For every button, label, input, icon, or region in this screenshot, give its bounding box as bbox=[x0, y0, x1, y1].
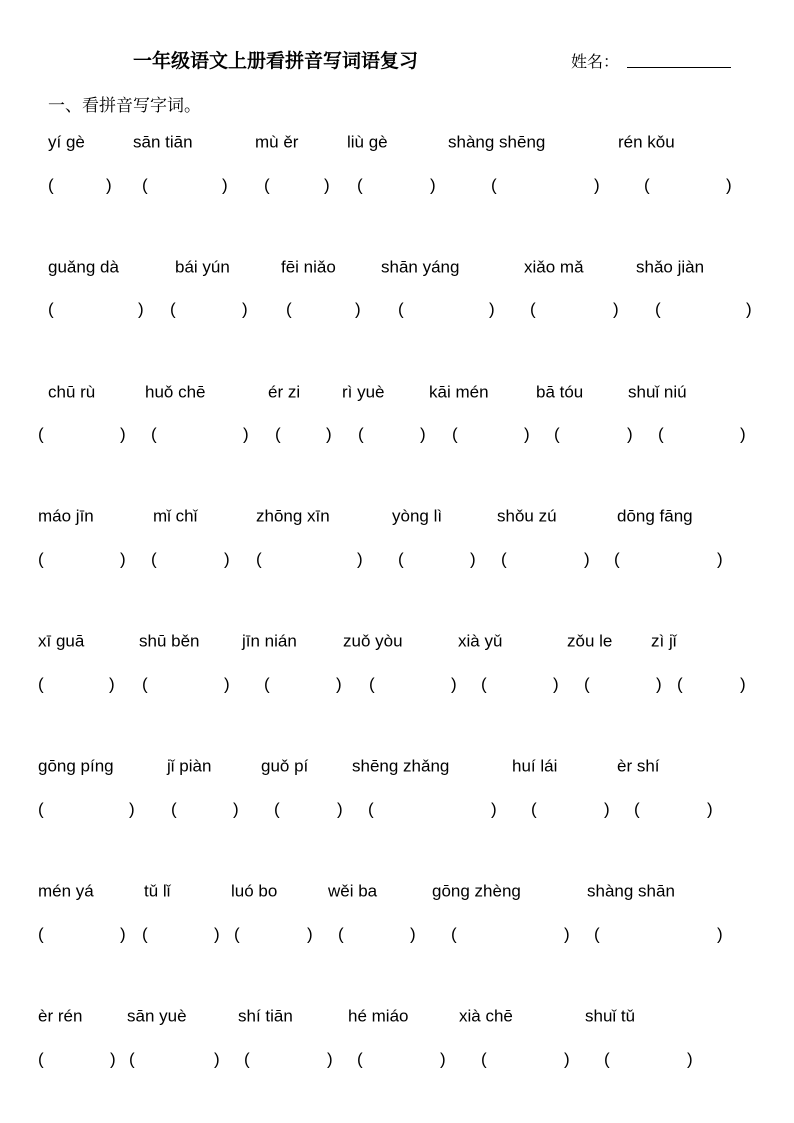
pinyin-word: mén yá bbox=[38, 881, 94, 901]
answer-bracket-close: ) bbox=[707, 799, 713, 819]
answer-bracket-open: ( bbox=[170, 299, 176, 319]
pinyin-word: kāi mén bbox=[429, 382, 489, 402]
pinyin-word: sān tiān bbox=[133, 132, 193, 152]
answer-bracket-close: ) bbox=[214, 924, 220, 944]
pinyin-word: shí tiān bbox=[238, 1006, 293, 1026]
answer-bracket-open: ( bbox=[357, 175, 363, 195]
pinyin-word: zhōng xīn bbox=[256, 506, 330, 526]
pinyin-word: shēng zhǎng bbox=[352, 756, 450, 776]
answer-bracket-open: ( bbox=[142, 924, 148, 944]
answer-bracket-close: ) bbox=[489, 299, 495, 319]
answer-bracket-close: ) bbox=[109, 674, 115, 694]
answer-bracket-open: ( bbox=[594, 924, 600, 944]
answer-bracket-close: ) bbox=[564, 1049, 570, 1069]
answer-bracket-close: ) bbox=[233, 799, 239, 819]
answer-bracket-close: ) bbox=[451, 674, 457, 694]
pinyin-word: zì jǐ bbox=[651, 631, 677, 651]
answer-bracket-open: ( bbox=[358, 424, 364, 444]
answer-bracket-close: ) bbox=[740, 424, 746, 444]
pinyin-word: guǒ pí bbox=[261, 756, 309, 776]
answer-bracket-close: ) bbox=[355, 299, 361, 319]
answer-bracket-open: ( bbox=[142, 674, 148, 694]
pinyin-word: gōng píng bbox=[38, 756, 114, 776]
answer-bracket-close: ) bbox=[324, 175, 330, 195]
answer-bracket-close: ) bbox=[337, 799, 343, 819]
answer-bracket-close: ) bbox=[326, 424, 332, 444]
answer-bracket-close: ) bbox=[440, 1049, 446, 1069]
answer-bracket-close: ) bbox=[524, 424, 530, 444]
answer-bracket-open: ( bbox=[38, 799, 44, 819]
answer-bracket-close: ) bbox=[604, 799, 610, 819]
answer-bracket-open: ( bbox=[338, 924, 344, 944]
pinyin-word: rì yuè bbox=[342, 382, 385, 402]
answer-bracket-close: ) bbox=[357, 549, 363, 569]
section-heading: 一、看拼音写字词。 bbox=[48, 96, 201, 116]
answer-bracket-close: ) bbox=[726, 175, 732, 195]
answer-bracket-open: ( bbox=[501, 549, 507, 569]
answer-bracket-open: ( bbox=[264, 674, 270, 694]
answer-bracket-open: ( bbox=[452, 424, 458, 444]
answer-bracket-open: ( bbox=[655, 299, 661, 319]
answer-bracket-close: ) bbox=[627, 424, 633, 444]
answer-bracket-close: ) bbox=[491, 799, 497, 819]
pinyin-word: mù ěr bbox=[255, 132, 299, 152]
pinyin-word: luó bo bbox=[231, 881, 278, 901]
pinyin-word: shū běn bbox=[139, 631, 200, 651]
answer-bracket-open: ( bbox=[481, 674, 487, 694]
pinyin-word: tǔ lǐ bbox=[144, 881, 171, 901]
answer-bracket-close: ) bbox=[243, 424, 249, 444]
answer-bracket-close: ) bbox=[120, 424, 126, 444]
pinyin-word: shǎo jiàn bbox=[636, 257, 705, 277]
answer-bracket-close: ) bbox=[594, 175, 600, 195]
pinyin-word: rén kǒu bbox=[618, 132, 675, 152]
answer-bracket-close: ) bbox=[746, 299, 752, 319]
pinyin-word: wěi ba bbox=[328, 881, 378, 901]
pinyin-word: huí lái bbox=[512, 756, 558, 776]
answer-bracket-open: ( bbox=[530, 299, 536, 319]
answer-bracket-close: ) bbox=[214, 1049, 220, 1069]
answer-bracket-close: ) bbox=[613, 299, 619, 319]
answer-bracket-open: ( bbox=[38, 674, 44, 694]
answer-bracket-open: ( bbox=[151, 424, 157, 444]
pinyin-word: shàng shēng bbox=[448, 132, 546, 152]
answer-bracket-close: ) bbox=[717, 924, 723, 944]
answer-bracket-open: ( bbox=[244, 1049, 250, 1069]
answer-bracket-open: ( bbox=[234, 924, 240, 944]
worksheet-title: 一年级语文上册看拼音写词语复习 bbox=[133, 50, 419, 72]
answer-bracket-open: ( bbox=[48, 175, 54, 195]
answer-bracket-open: ( bbox=[38, 1049, 44, 1069]
pinyin-word: xī guā bbox=[38, 631, 85, 651]
answer-bracket-open: ( bbox=[256, 549, 262, 569]
pinyin-word: huǒ chē bbox=[145, 382, 206, 402]
pinyin-word: shuǐ tǔ bbox=[585, 1006, 636, 1026]
answer-bracket-open: ( bbox=[398, 549, 404, 569]
answer-bracket-close: ) bbox=[687, 1049, 693, 1069]
answer-bracket-open: ( bbox=[368, 799, 374, 819]
pinyin-word: shān yáng bbox=[381, 257, 460, 277]
pinyin-word: jǐ piàn bbox=[167, 756, 212, 776]
answer-bracket-open: ( bbox=[614, 549, 620, 569]
pinyin-word: yòng lì bbox=[392, 506, 443, 526]
answer-bracket-close: ) bbox=[120, 549, 126, 569]
pinyin-word: shǒu zú bbox=[497, 506, 557, 526]
answer-bracket-close: ) bbox=[656, 674, 662, 694]
answer-bracket-open: ( bbox=[275, 424, 281, 444]
pinyin-word: yí gè bbox=[48, 132, 85, 152]
answer-bracket-close: ) bbox=[410, 924, 416, 944]
pinyin-word: èr shí bbox=[617, 756, 660, 776]
answer-bracket-open: ( bbox=[142, 175, 148, 195]
answer-bracket-open: ( bbox=[38, 424, 44, 444]
answer-bracket-open: ( bbox=[677, 674, 683, 694]
answer-bracket-close: ) bbox=[584, 549, 590, 569]
pinyin-word: sān yuè bbox=[127, 1006, 187, 1026]
answer-bracket-open: ( bbox=[531, 799, 537, 819]
pinyin-word: xià chē bbox=[459, 1006, 513, 1026]
pinyin-word: bái yún bbox=[175, 257, 230, 277]
answer-bracket-close: ) bbox=[564, 924, 570, 944]
pinyin-word: bā tóu bbox=[536, 382, 584, 402]
answer-bracket-open: ( bbox=[369, 674, 375, 694]
answer-bracket-open: ( bbox=[357, 1049, 363, 1069]
pinyin-word: gōng zhèng bbox=[432, 881, 521, 901]
answer-bracket-close: ) bbox=[327, 1049, 333, 1069]
answer-bracket-open: ( bbox=[554, 424, 560, 444]
answer-bracket-close: ) bbox=[222, 175, 228, 195]
pinyin-word: liù gè bbox=[347, 132, 388, 152]
answer-bracket-open: ( bbox=[451, 924, 457, 944]
answer-bracket-close: ) bbox=[307, 924, 313, 944]
pinyin-word: xià yǔ bbox=[458, 631, 503, 651]
answer-bracket-close: ) bbox=[717, 549, 723, 569]
pinyin-word: chū rù bbox=[48, 382, 96, 402]
pinyin-word: fēi niǎo bbox=[281, 257, 336, 277]
answer-bracket-close: ) bbox=[224, 549, 230, 569]
answer-bracket-open: ( bbox=[398, 299, 404, 319]
pinyin-word: jīn nián bbox=[242, 631, 297, 651]
answer-bracket-close: ) bbox=[138, 299, 144, 319]
pinyin-word: zǒu le bbox=[567, 631, 613, 651]
answer-bracket-open: ( bbox=[481, 1049, 487, 1069]
pinyin-word: máo jīn bbox=[38, 506, 94, 526]
answer-bracket-close: ) bbox=[224, 674, 230, 694]
answer-bracket-open: ( bbox=[274, 799, 280, 819]
pinyin-word: mǐ chǐ bbox=[153, 506, 198, 526]
pinyin-word: èr rén bbox=[38, 1006, 83, 1026]
answer-bracket-open: ( bbox=[48, 299, 54, 319]
answer-bracket-open: ( bbox=[634, 799, 640, 819]
answer-bracket-close: ) bbox=[553, 674, 559, 694]
name-blank-line[interactable] bbox=[627, 67, 731, 68]
answer-bracket-open: ( bbox=[38, 549, 44, 569]
answer-bracket-close: ) bbox=[106, 175, 112, 195]
pinyin-word: zuǒ yòu bbox=[343, 631, 403, 651]
answer-bracket-open: ( bbox=[286, 299, 292, 319]
pinyin-word: guǎng dà bbox=[48, 257, 119, 277]
answer-bracket-close: ) bbox=[430, 175, 436, 195]
pinyin-word: dōng fāng bbox=[617, 506, 693, 526]
name-label: 姓名： bbox=[571, 52, 620, 71]
answer-bracket-open: ( bbox=[658, 424, 664, 444]
answer-bracket-open: ( bbox=[38, 924, 44, 944]
answer-bracket-close: ) bbox=[242, 299, 248, 319]
answer-bracket-open: ( bbox=[584, 674, 590, 694]
answer-bracket-open: ( bbox=[171, 799, 177, 819]
pinyin-word: shuǐ niú bbox=[628, 382, 687, 402]
answer-bracket-close: ) bbox=[470, 549, 476, 569]
answer-bracket-close: ) bbox=[740, 674, 746, 694]
answer-bracket-close: ) bbox=[129, 799, 135, 819]
pinyin-word: ér zi bbox=[268, 382, 301, 402]
pinyin-word: xiǎo mǎ bbox=[524, 257, 584, 277]
answer-bracket-close: ) bbox=[110, 1049, 116, 1069]
answer-bracket-open: ( bbox=[264, 175, 270, 195]
answer-bracket-close: ) bbox=[420, 424, 426, 444]
answer-bracket-open: ( bbox=[129, 1049, 135, 1069]
answer-bracket-close: ) bbox=[120, 924, 126, 944]
answer-bracket-open: ( bbox=[604, 1049, 610, 1069]
answer-bracket-open: ( bbox=[644, 175, 650, 195]
answer-bracket-open: ( bbox=[491, 175, 497, 195]
answer-bracket-close: ) bbox=[336, 674, 342, 694]
pinyin-word: shàng shān bbox=[587, 881, 675, 901]
answer-bracket-open: ( bbox=[151, 549, 157, 569]
pinyin-word: hé miáo bbox=[348, 1006, 409, 1026]
